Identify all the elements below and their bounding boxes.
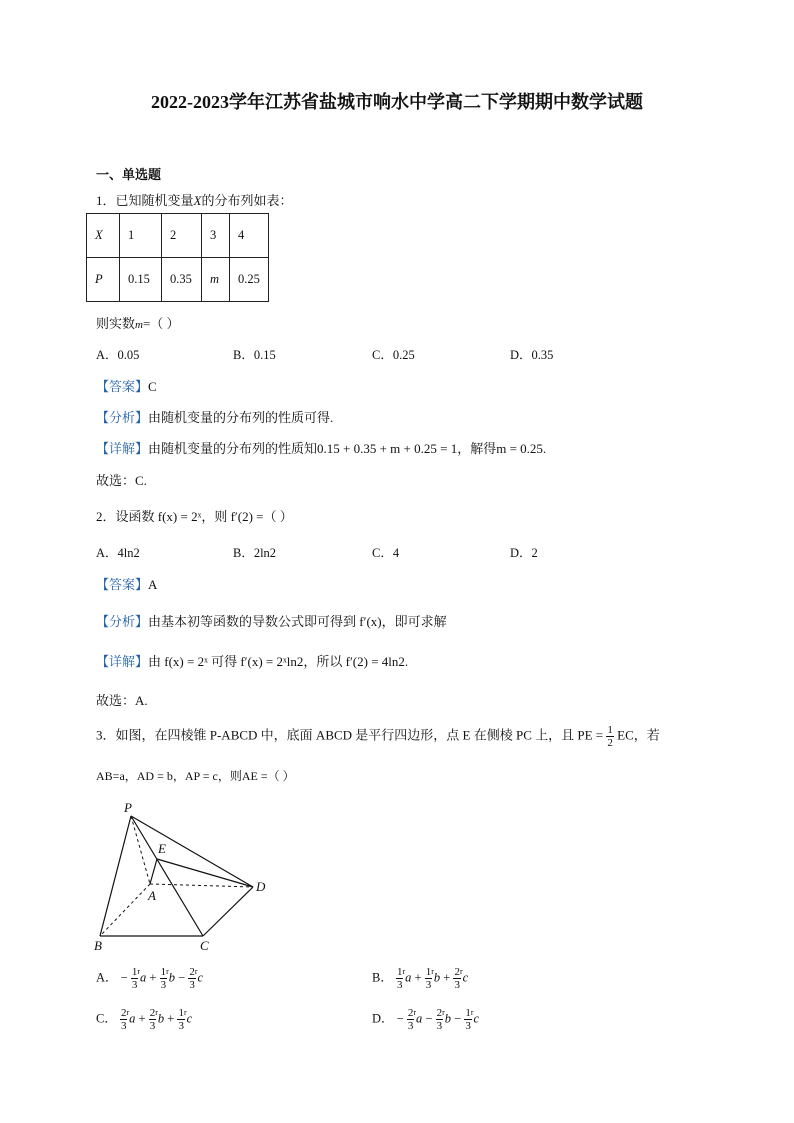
label-a: A — [148, 888, 156, 903]
q1-var: X — [193, 193, 202, 208]
frac-num: 2 — [149, 1007, 156, 1019]
q1-stem — [96, 190, 292, 209]
table-row — [87, 214, 269, 258]
table-cell: m — [202, 258, 230, 302]
table-cell: 0.15 — [120, 258, 162, 302]
q1-analysis — [96, 407, 333, 426]
table-cell: 4 — [230, 214, 269, 258]
answer-value: A — [148, 577, 158, 592]
q2-option-c[interactable]: C．4 — [372, 546, 400, 560]
table-cell: 0.35 — [162, 258, 202, 302]
q2-option-d[interactable]: D．2 — [510, 546, 538, 560]
label-c: C — [200, 938, 209, 953]
frac-num: 1 — [425, 966, 432, 978]
label-d: D — [256, 879, 266, 894]
option-prefix: D． — [372, 1011, 394, 1026]
frac-den: 3 — [465, 1020, 471, 1032]
frac-den: 3 — [425, 979, 432, 991]
q1-option-b[interactable]: B．0.15 — [233, 348, 276, 362]
q2-stem: 2．设函数 f(x) = 2ˣ，则 f′(2) =（ ） — [96, 509, 293, 524]
q3-option-b[interactable]: B． $\frac{1}{3}$ $^r$a + $\frac{1}{3}$ $^r$b + $\frac{2}{3}$ $^r$c — [372, 966, 469, 991]
q1-option-d[interactable]: D．0.35 — [510, 348, 554, 362]
hidden-edge-ad — [150, 884, 253, 887]
fraction — [606, 724, 614, 749]
detail-text: 由随机变量的分布列的性质知0.15 + 0.35 + m + 0.25 = 1，解得m = 0.25. — [148, 441, 547, 456]
q3-stem — [96, 724, 660, 749]
q2-answer — [96, 574, 157, 593]
edge-pd — [131, 816, 253, 887]
frac-den: 3 — [454, 979, 460, 991]
detail-text: 由 f(x) = 2ˣ 可得 f′(x) = 2ˣln2，所以 f′(2) = 4ln2. — [148, 654, 409, 669]
answer-tag: 【答案】 — [96, 577, 149, 592]
hidden-edge-ab — [100, 884, 150, 936]
frac-num: 1 — [465, 1007, 471, 1019]
label-p: P — [124, 800, 132, 815]
option-prefix: B． — [372, 970, 393, 985]
hidden-edge-pa — [131, 816, 150, 884]
q1-option-c[interactable]: C．0.25 — [372, 348, 415, 362]
q1-answer — [96, 376, 157, 395]
answer-value: C — [148, 379, 157, 394]
frac-den: 3 — [160, 979, 167, 991]
frac-num: 2 — [189, 966, 195, 978]
q1-ask-var: m — [135, 319, 143, 331]
option-prefix: A． — [96, 970, 118, 985]
frac-num: 2 — [436, 1007, 443, 1019]
q3-option-c[interactable]: C． $\frac{2}{3}$ $^r$a + $\frac{2}{3}$ $^r$b + $\frac{1}{3}$ $^r$c — [96, 1007, 193, 1032]
q2-option-a[interactable]: A．4ln2 — [96, 546, 140, 560]
frac-num: 1 — [178, 1007, 184, 1019]
table-cell: 2 — [162, 214, 202, 258]
q2-choose: 故选：A. — [96, 693, 148, 708]
q1-option-a[interactable]: A．0.05 — [96, 348, 140, 362]
q1-ask — [96, 313, 180, 332]
label-e: E — [158, 841, 166, 856]
edge-pb — [100, 816, 131, 936]
analysis-tag: 【分析】 — [96, 614, 149, 629]
q3-option-a[interactable]: A． − $\frac{1}{3}$ $^r$a + $\frac{1}{3}$ $^r$b − $\frac{2}{3}$ $^r$c — [96, 966, 204, 991]
q2-analysis — [96, 611, 447, 630]
frac-den: 3 — [120, 1020, 127, 1032]
edge-cd — [203, 887, 253, 936]
table-row — [87, 258, 269, 302]
pyramid-figure — [88, 798, 278, 954]
frac-num: 1 — [607, 724, 613, 736]
frac-den: 3 — [131, 979, 138, 991]
frac-num: 1 — [160, 966, 167, 978]
q1-ask-end: =（ ） — [142, 316, 180, 331]
table-cell: 0.25 — [230, 258, 269, 302]
option-prefix: C． — [96, 1011, 117, 1026]
q2-option-b[interactable]: B．2ln2 — [233, 546, 277, 560]
frac-den: 3 — [178, 1020, 184, 1032]
frac-den: 3 — [189, 979, 195, 991]
table-cell: 1 — [120, 214, 162, 258]
q1-stem-text: 1．已知随机变量 — [96, 193, 194, 208]
table-cell: X — [87, 214, 120, 258]
analysis-text: 由基本初等函数的导数公式即可得到 f′(x)，即可求解 — [148, 614, 447, 629]
table-cell: P — [87, 258, 120, 302]
edge-pc — [131, 816, 203, 936]
frac-den: 3 — [396, 979, 403, 991]
analysis-text: 由随机变量的分布列的性质可得. — [148, 410, 334, 425]
distribution-table — [86, 213, 269, 302]
frac-num: 2 — [120, 1007, 127, 1019]
analysis-tag: 【分析】 — [96, 410, 149, 425]
frac-num: 2 — [454, 966, 460, 978]
answer-tag: 【答案】 — [96, 379, 149, 394]
frac-den: 3 — [407, 1020, 414, 1032]
frac-num: 1 — [131, 966, 138, 978]
q3-stem-a: 3．如图，在四棱锥 P-ABCD 中，底面 ABCD 是平行四边形，点 E 在侧棱 PC 上，且 PE = — [96, 727, 604, 743]
table-cell: 3 — [202, 214, 230, 258]
q1-detail — [96, 438, 546, 457]
q1-ask-text: 则实数 — [96, 316, 136, 331]
detail-tag: 【详解】 — [96, 654, 149, 669]
q1-stem-end: 的分布列如表： — [201, 193, 293, 208]
q3-stem-line2: AB=a，AD = b，AP = c，则AE =（ ） — [96, 769, 295, 783]
q3-option-d[interactable]: D． − $\frac{2}{3}$ $^r$a − $\frac{2}{3}$ $^r$b − $\frac{1}{3}$ $^r$c — [372, 1007, 480, 1032]
segment-ea — [150, 859, 157, 884]
frac-num: 2 — [407, 1007, 414, 1019]
label-b: B — [94, 938, 102, 953]
q1-choose: 故选：C. — [96, 473, 147, 488]
section-heading: 一、单选题 — [96, 167, 162, 182]
page-title: 2022-2023学年江苏省盐城市响水中学高二下学期期中数学试题 — [151, 92, 643, 112]
frac-num: 1 — [396, 966, 403, 978]
frac-den: 3 — [436, 1020, 443, 1032]
detail-tag: 【详解】 — [96, 441, 149, 456]
frac-den: 3 — [149, 1020, 156, 1032]
q3-stem-b: EC，若 — [617, 727, 660, 743]
frac-den: 2 — [607, 737, 613, 749]
q2-detail — [96, 651, 408, 670]
